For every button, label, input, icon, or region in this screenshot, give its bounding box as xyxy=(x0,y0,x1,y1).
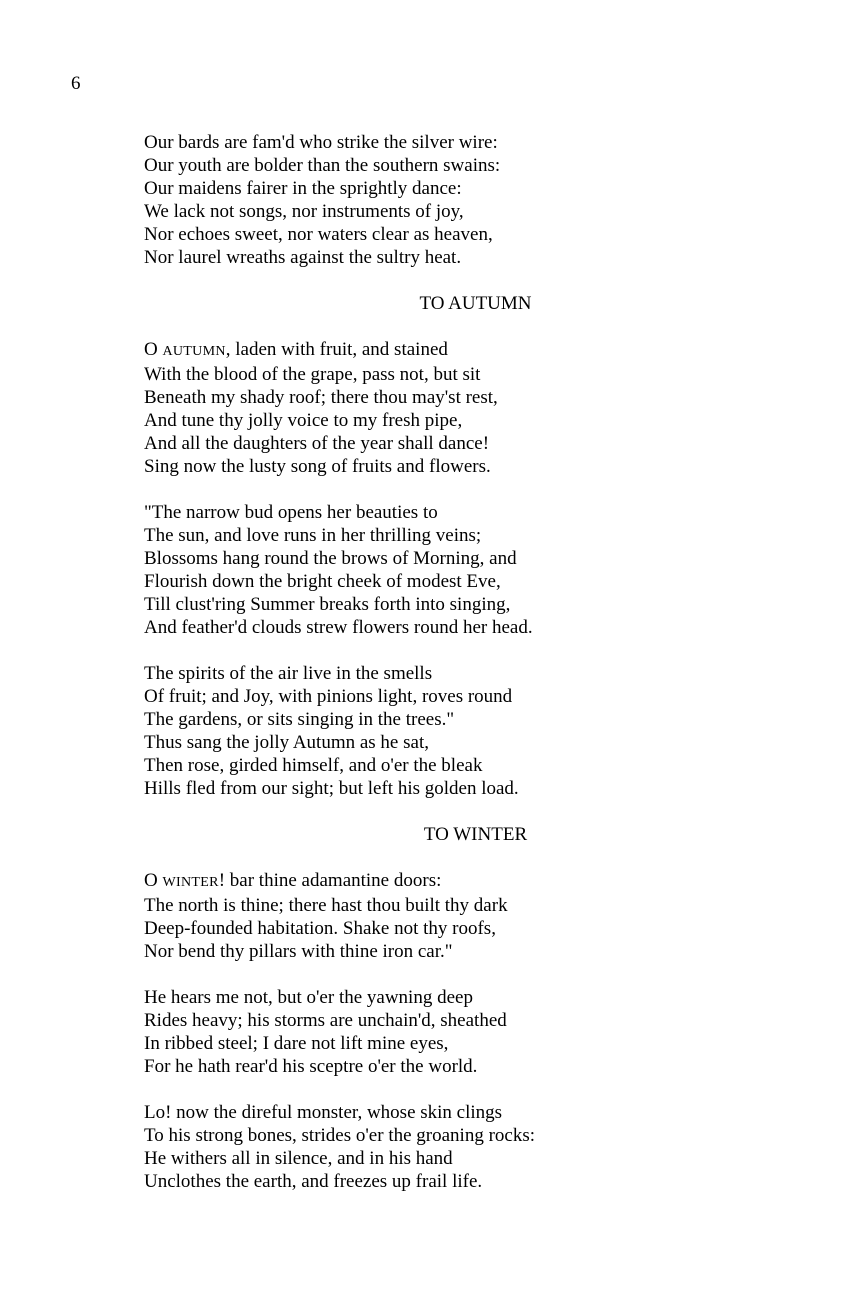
poem-line: Of fruit; and Joy, with pinions light, roves round xyxy=(144,686,513,707)
poem-line: Thus sang the jolly Autumn as he sat, xyxy=(144,732,429,753)
poem-line: For he hath rear'd his sceptre o'er the world. xyxy=(144,1056,478,1077)
poem-line: The sun, and love runs in her thrilling veins; xyxy=(144,525,482,546)
opening-stanza xyxy=(144,131,804,269)
first-line-prefix: O xyxy=(144,870,163,891)
poem-line: Till clust'ring Summer breaks forth into singing, xyxy=(144,594,511,615)
poem-line: The north is thine; there hast thou built thy dark xyxy=(144,895,508,916)
poem-line: And feather'd clouds strew flowers round her head. xyxy=(144,617,533,638)
autumn-stanza-2 xyxy=(144,501,804,639)
winter-stanza-2 xyxy=(144,986,804,1078)
poem-title-to-autumn: TO AUTUMN xyxy=(419,293,532,314)
poem-line: Nor bend thy pillars with thine iron car." xyxy=(144,941,453,962)
poem-line: The gardens, or sits singing in the trees." xyxy=(144,709,455,730)
poem-line: And all the daughters of the year shall dance! xyxy=(144,433,490,454)
first-line-rest: ! bar thine adamantine doors: xyxy=(218,870,442,891)
poem-line: Unclothes the earth, and freezes up frail life. xyxy=(144,1171,483,1192)
poem-line: Nor laurel wreaths against the sultry heat. xyxy=(144,247,462,268)
poem-title-to-winter: TO WINTER xyxy=(423,824,528,845)
winter-stanza-1 xyxy=(144,869,804,963)
poem-line: The spirits of the air live in the smells xyxy=(144,663,433,684)
first-line-rest: , laden with fruit, and stained xyxy=(225,339,448,360)
first-line-smallcaps: AUTUMN xyxy=(162,344,226,359)
poem-line: Flourish down the bright cheek of modest Eve, xyxy=(144,571,501,592)
poem-line: Rides heavy; his storms are unchain'd, sheathed xyxy=(144,1010,507,1031)
poem-line: We lack not songs, nor instruments of joy, xyxy=(144,201,464,222)
poem-line: And tune thy jolly voice to my fresh pipe, xyxy=(144,410,463,431)
autumn-stanza-3 xyxy=(144,662,804,800)
poem-line: In ribbed steel; I dare not lift mine eyes, xyxy=(144,1033,449,1054)
poem-line: Our maidens fairer in the sprightly dance: xyxy=(144,178,462,199)
poem-line: "The narrow bud opens her beauties to xyxy=(144,502,438,523)
poem-line: Then rose, girded himself, and o'er the bleak xyxy=(144,755,483,776)
page-body xyxy=(144,131,804,1193)
poem-first-line xyxy=(144,869,804,894)
poem-line: Sing now the lusty song of fruits and flowers. xyxy=(144,456,491,477)
poem-line: With the blood of the grape, pass not, but sit xyxy=(144,364,481,385)
poem-line: Nor echoes sweet, nor waters clear as heaven, xyxy=(144,224,493,245)
poem-line: Lo! now the direful monster, whose skin clings xyxy=(144,1102,503,1123)
poem-first-line xyxy=(144,338,804,363)
first-line-smallcaps: WINTER xyxy=(162,875,219,890)
autumn-stanza-1 xyxy=(144,338,804,478)
poem-line: Our bards are fam'd who strike the silver wire: xyxy=(144,132,498,153)
poem-line: Blossoms hang round the brows of Morning, and xyxy=(144,548,517,569)
poem-line: He hears me not, but o'er the yawning deep xyxy=(144,987,473,1008)
poem-line: Beneath my shady roof; there thou may'st rest, xyxy=(144,387,498,408)
winter-stanza-3 xyxy=(144,1101,804,1193)
poem-line: Deep-founded habitation. Shake not thy roofs, xyxy=(144,918,496,939)
poem-line: Our youth are bolder than the southern swains: xyxy=(144,155,501,176)
poem-line: To his strong bones, strides o'er the groaning rocks: xyxy=(144,1125,536,1146)
page-number: 6 xyxy=(71,73,81,94)
first-line-prefix: O xyxy=(144,339,163,360)
poem-line: He withers all in silence, and in his hand xyxy=(144,1148,453,1169)
poem-line: Hills fled from our sight; but left his golden load. xyxy=(144,778,519,799)
